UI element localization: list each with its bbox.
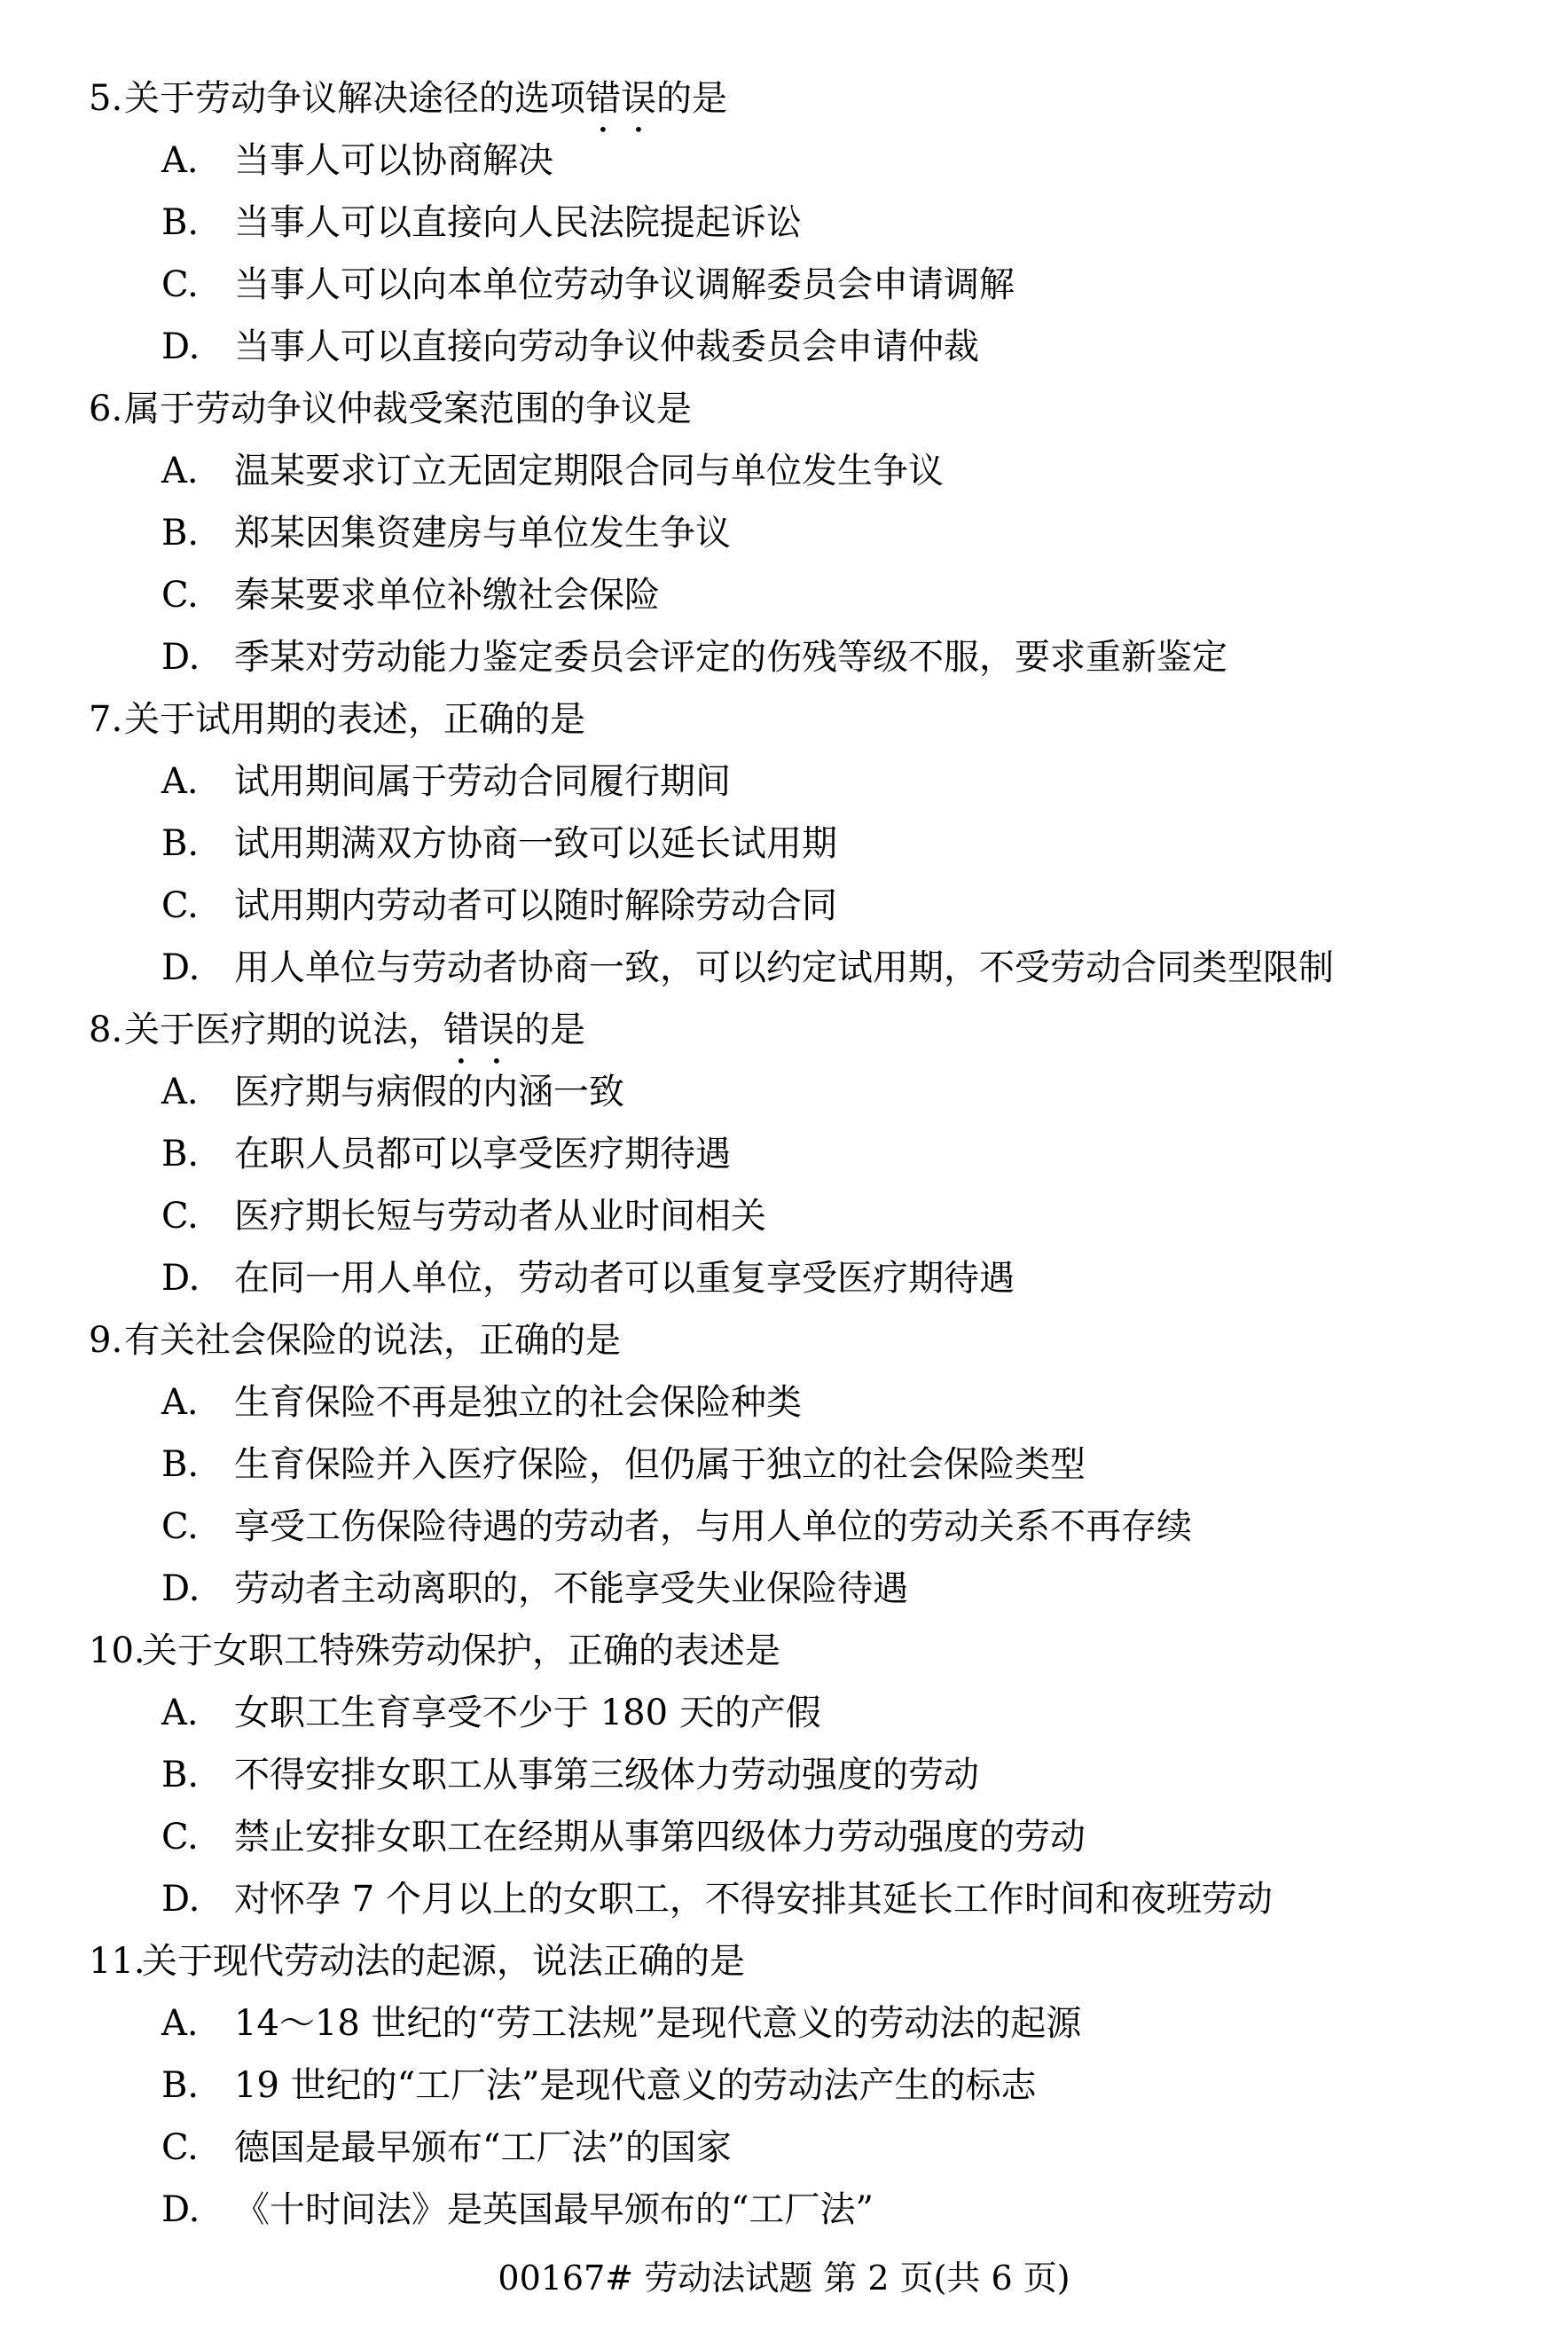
option-letter: B. xyxy=(161,1134,200,1174)
option-letter: D. xyxy=(161,637,200,678)
option-letter: C. xyxy=(161,1506,199,1547)
option-text: 季某对劳动能力鉴定委员会评定的伤残等级不服，要求重新鉴定 xyxy=(234,637,1227,678)
option-d xyxy=(89,316,1508,378)
stem-emphasis: 错误 xyxy=(585,78,656,119)
option-letter: B. xyxy=(161,1755,200,1795)
question-6 xyxy=(89,378,1508,688)
stem-text: 关于女职工特殊劳动保护，正确的表述是 xyxy=(142,1630,780,1671)
question-stem xyxy=(89,688,1508,750)
option-letter: A. xyxy=(161,451,199,491)
option-text: 禁止安排女职工在经期从事第四级体力劳动强度的劳动 xyxy=(234,1817,1086,1858)
option-text: 生育保险并入医疗保险，但仍属于独立的社会保险类型 xyxy=(234,1444,1086,1485)
question-number: 10. xyxy=(89,1630,145,1671)
option-a xyxy=(89,440,1508,502)
question-stem xyxy=(89,1620,1508,1682)
option-b xyxy=(89,813,1508,875)
option-letter: D. xyxy=(161,1258,200,1299)
option-letter: A. xyxy=(161,761,199,802)
option-d xyxy=(89,2179,1508,2241)
option-text: 对怀孕 7 个月以上的女职工，不得安排其延长工作时间和夜班劳动 xyxy=(234,1879,1273,1920)
option-text: 当事人可以协商解决 xyxy=(234,140,553,181)
option-text: 14～18 世纪的“劳工法规”是现代意义的劳动法的起源 xyxy=(234,2003,1082,2044)
option-d xyxy=(89,1247,1508,1309)
option-b xyxy=(89,1744,1508,1806)
option-c xyxy=(89,875,1508,937)
option-c xyxy=(89,254,1508,316)
question-number: 8. xyxy=(89,1010,123,1050)
question-number: 5. xyxy=(89,78,123,119)
question-stem xyxy=(89,1930,1508,1992)
option-text: 19 世纪的“工厂法”是现代意义的劳动法产生的标志 xyxy=(234,2065,1037,2106)
stem-text-end: 的是 xyxy=(656,78,727,119)
option-text: 医疗期与病假的内涵一致 xyxy=(234,1072,624,1112)
question-number: 6. xyxy=(89,389,123,429)
option-b xyxy=(89,192,1508,254)
option-letter: C. xyxy=(161,1196,199,1237)
option-letter: C. xyxy=(161,2127,199,2168)
question-number: 9. xyxy=(89,1320,123,1361)
stem-text: 有关社会保险的说法，正确的是 xyxy=(124,1320,621,1361)
question-stem xyxy=(89,378,1508,440)
question-7 xyxy=(89,688,1508,999)
option-text: 生育保险不再是独立的社会保险种类 xyxy=(234,1382,802,1423)
option-d xyxy=(89,626,1508,688)
option-letter: C. xyxy=(161,885,199,926)
option-text: 女职工生育享受不少于 180 天的产假 xyxy=(234,1693,821,1733)
option-text: 郑某因集资建房与单位发生争议 xyxy=(234,513,731,554)
option-text: 当事人可以向本单位劳动争议调解委员会申请调解 xyxy=(234,264,1015,305)
option-text: 温某要求订立无固定期限合同与单位发生争议 xyxy=(234,451,944,491)
question-number: 7. xyxy=(89,699,123,740)
option-letter: B. xyxy=(161,513,200,554)
option-text: 试用期满双方协商一致可以延长试用期 xyxy=(234,823,837,864)
option-letter: D. xyxy=(161,1568,200,1609)
stem-text: 关于现代劳动法的起源，说法正确的是 xyxy=(142,1941,745,1982)
question-11 xyxy=(89,1930,1508,2241)
option-letter: D. xyxy=(161,2189,200,2230)
option-letter: B. xyxy=(161,1444,200,1485)
question-stem xyxy=(89,999,1508,1061)
option-a xyxy=(89,1371,1508,1434)
option-letter: D. xyxy=(161,326,200,367)
option-text: 德国是最早颁布“工厂法”的国家 xyxy=(234,2127,732,2168)
stem-text: 关于劳动争议解决途径的选项 xyxy=(124,78,585,119)
question-10 xyxy=(89,1620,1508,1930)
option-text: 当事人可以直接向人民法院提起诉讼 xyxy=(234,202,802,243)
option-b xyxy=(89,502,1508,564)
option-text: 享受工伤保险待遇的劳动者，与用人单位的劳动关系不再存续 xyxy=(234,1506,1192,1547)
option-a xyxy=(89,1992,1508,2054)
option-text: 在职人员都可以享受医疗期待遇 xyxy=(234,1134,731,1174)
question-number: 11. xyxy=(89,1941,145,1982)
option-text: 试用期间属于劳动合同履行期间 xyxy=(234,761,731,802)
stem-text: 属于劳动争议仲裁受案范围的争议是 xyxy=(124,389,692,429)
question-stem xyxy=(89,1309,1508,1371)
option-a xyxy=(89,750,1508,813)
option-c xyxy=(89,1185,1508,1247)
stem-text: 关于医疗期的说法， xyxy=(124,1010,443,1050)
option-letter: B. xyxy=(161,2065,200,2106)
option-text: 当事人可以直接向劳动争议仲裁委员会申请仲裁 xyxy=(234,326,979,367)
option-c xyxy=(89,2117,1508,2179)
option-text: 不得安排女职工从事第三级体力劳动强度的劳动 xyxy=(234,1755,979,1795)
option-letter: C. xyxy=(161,264,199,305)
option-letter: A. xyxy=(161,140,199,181)
option-b xyxy=(89,2054,1508,2117)
question-5 xyxy=(89,67,1508,378)
option-a xyxy=(89,1061,1508,1123)
option-c xyxy=(89,1806,1508,1868)
option-letter: A. xyxy=(161,1072,199,1112)
stem-emphasis: 错误 xyxy=(443,1010,514,1050)
option-text: 《十时间法》是英国最早颁布的“工厂法” xyxy=(234,2189,874,2230)
question-8 xyxy=(89,999,1508,1309)
option-letter: B. xyxy=(161,823,200,864)
option-text: 试用期内劳动者可以随时解除劳动合同 xyxy=(234,885,837,926)
page-footer: 00167# 劳动法试题 第 2 页(共 6 页) xyxy=(498,2259,1070,2298)
option-d xyxy=(89,1558,1508,1620)
option-letter: A. xyxy=(161,1382,199,1423)
stem-text-end: 的是 xyxy=(514,1010,585,1050)
stem-text: 关于试用期的表述，正确的是 xyxy=(124,699,585,740)
option-d xyxy=(89,1868,1508,1930)
option-c xyxy=(89,1496,1508,1558)
option-letter: D. xyxy=(161,947,200,988)
option-text: 用人单位与劳动者协商一致，可以约定试用期，不受劳动合同类型限制 xyxy=(234,947,1334,988)
option-letter: A. xyxy=(161,2003,199,2044)
option-letter: A. xyxy=(161,1693,199,1733)
option-letter: C. xyxy=(161,1817,199,1858)
question-list xyxy=(89,67,1508,2241)
question-stem xyxy=(89,67,1508,130)
option-text: 在同一用人单位，劳动者可以重复享受医疗期待遇 xyxy=(234,1258,1015,1299)
option-a xyxy=(89,1682,1508,1744)
option-letter: D. xyxy=(161,1879,200,1920)
option-text: 医疗期长短与劳动者从业时间相关 xyxy=(234,1196,766,1237)
option-letter: C. xyxy=(161,575,199,616)
option-text: 秦某要求单位补缴社会保险 xyxy=(234,575,660,616)
option-letter: B. xyxy=(161,202,200,243)
option-c xyxy=(89,564,1508,626)
question-9 xyxy=(89,1309,1508,1620)
option-b xyxy=(89,1123,1508,1185)
option-b xyxy=(89,1434,1508,1496)
option-d xyxy=(89,937,1508,999)
option-a xyxy=(89,130,1508,192)
option-text: 劳动者主动离职的，不能享受失业保险待遇 xyxy=(234,1568,908,1609)
